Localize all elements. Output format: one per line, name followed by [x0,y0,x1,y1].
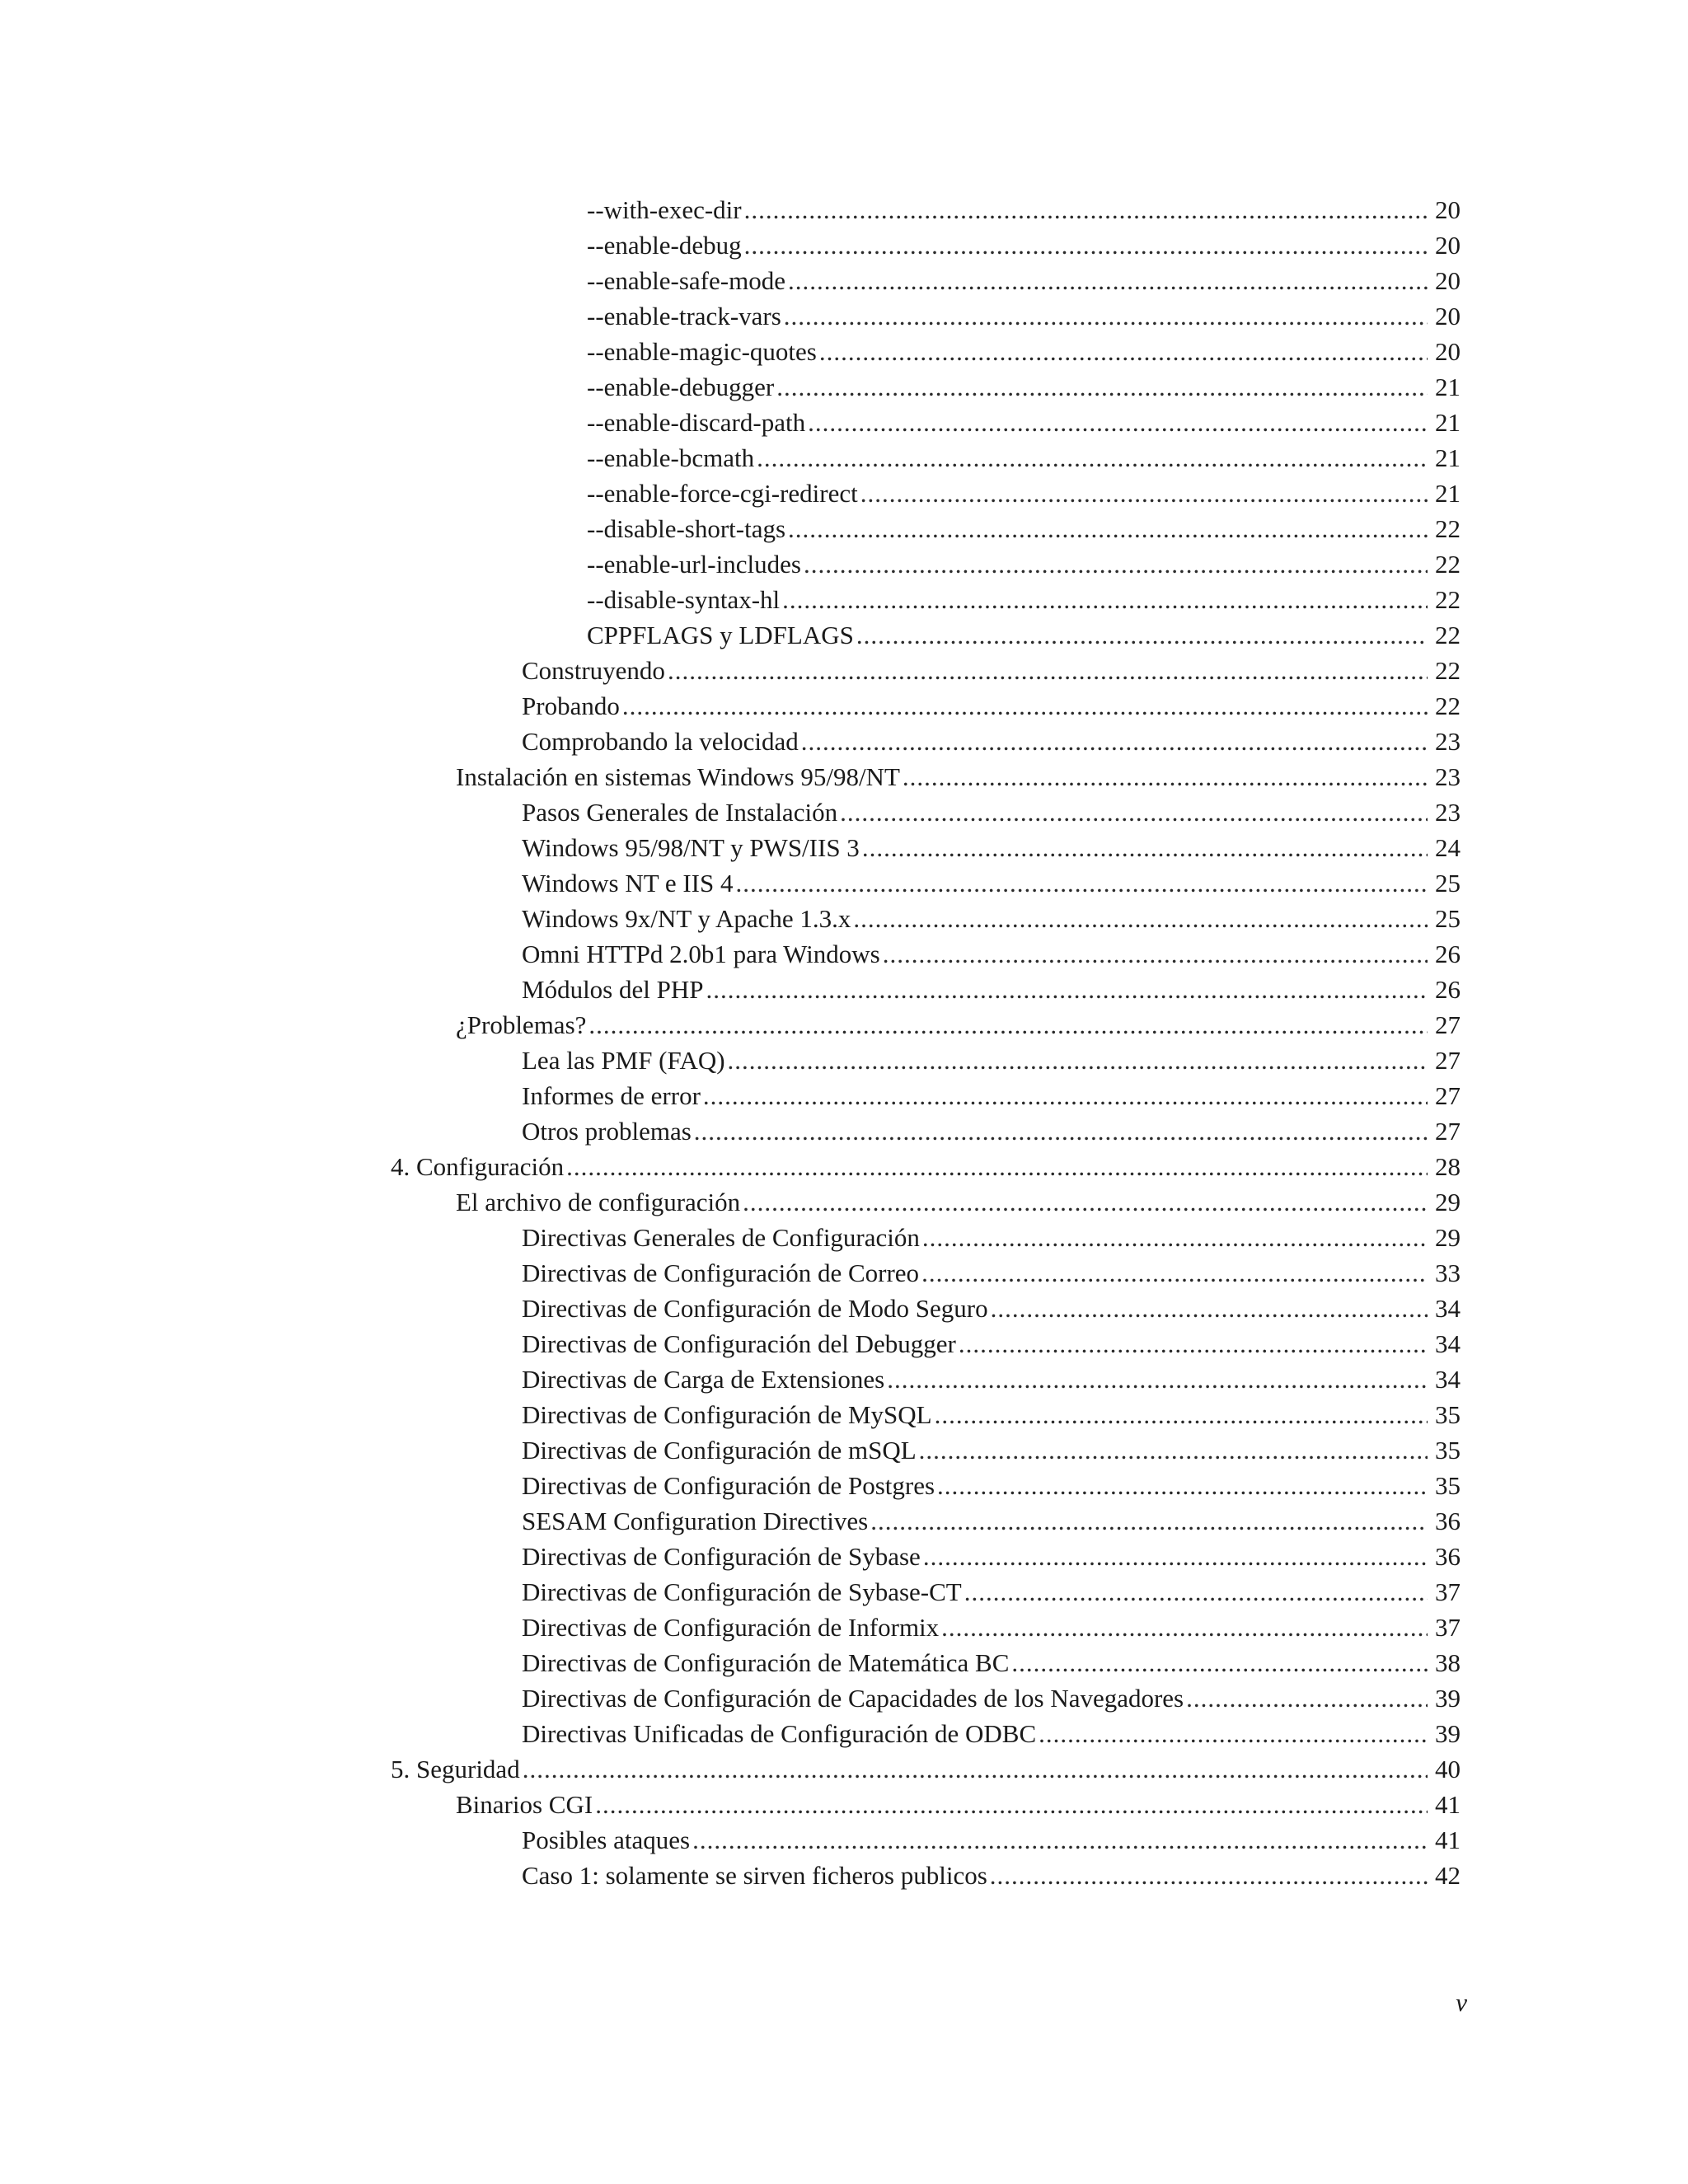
toc-entry-title: Directivas de Configuración de Matemática BC [522,1648,1010,1677]
toc-entry[interactable] [0,298,1688,334]
toc-entry-title: --enable-debug [587,231,742,260]
toc-entry-title: Comprobando la velocidad [522,727,799,756]
toc-entry[interactable] [0,369,1688,405]
dot-leader [744,227,1428,263]
toc-entry-page-number: 29 [1435,1188,1461,1216]
toc-entry[interactable] [0,865,1688,901]
dot-leader [804,546,1428,582]
toc-entry-title: ¿Problemas? [456,1010,587,1039]
toc-entry-page-number: 37 [1435,1613,1461,1642]
toc-entry-page-number: 42 [1435,1861,1461,1890]
toc-entry-page-number: 26 [1435,975,1461,1004]
toc-entry[interactable] [0,1113,1688,1149]
toc-entry-page-number: 22 [1435,621,1461,649]
dot-leader [788,263,1428,298]
toc-entry-title: Directivas de Carga de Extensiones [522,1365,885,1394]
toc-entry[interactable] [0,1361,1688,1397]
toc-entry-title: Windows 9x/NT y Apache 1.3.x [522,904,851,933]
dot-leader [862,830,1428,865]
dot-leader [887,1361,1428,1397]
toc-entry-page-number: 22 [1435,691,1461,720]
toc-entry-page-number: 34 [1435,1294,1461,1323]
toc-entry[interactable] [0,1716,1688,1751]
toc-entry[interactable] [0,1539,1688,1574]
dot-leader [703,1078,1428,1113]
toc-entry-title: Directivas Unificadas de Configuración de ODBC [522,1719,1037,1748]
toc-entry-page-number: 20 [1435,195,1461,224]
dot-leader [1039,1716,1428,1751]
toc-entry[interactable] [0,440,1688,476]
toc-entry-title: Windows 95/98/NT y PWS/IIS 3 [522,833,860,862]
toc-entry[interactable] [0,1503,1688,1539]
toc-entry[interactable] [0,1255,1688,1291]
toc-entry-page-number: 21 [1435,479,1461,508]
toc-entry[interactable] [0,936,1688,972]
toc-entry[interactable] [0,688,1688,724]
dot-leader [922,1220,1428,1255]
toc-entry-page-number: 23 [1435,727,1461,756]
toc-entry[interactable] [0,1432,1688,1468]
toc-entry-page-number: 39 [1435,1719,1461,1748]
dot-leader [622,688,1428,724]
toc-entry[interactable] [0,1787,1688,1822]
toc-entry-page-number: 23 [1435,798,1461,827]
dot-leader [856,617,1428,653]
toc-entry-title: --enable-magic-quotes [587,337,817,366]
toc-entry[interactable] [0,1043,1688,1078]
dot-leader [923,1539,1428,1574]
toc-entry-title: Windows NT e IIS 4 [522,869,734,898]
toc-entry-page-number: 38 [1435,1648,1461,1677]
dot-leader [935,1397,1428,1432]
toc-entry-title: Omni HTTPd 2.0b1 para Windows [522,940,880,968]
toc-entry[interactable] [0,653,1688,688]
toc-entry-page-number: 35 [1435,1436,1461,1465]
toc-entry[interactable] [0,1007,1688,1043]
toc-entry-title: Directivas de Configuración del Debugger [522,1329,956,1358]
toc-entry-page-number: 20 [1435,302,1461,330]
toc-entry-page-number: 22 [1435,656,1461,685]
dot-leader [870,1503,1428,1539]
toc-entry[interactable] [0,724,1688,759]
toc-entry-title: --enable-debugger [587,373,775,401]
toc-entry-title: El archivo de configuración [456,1188,741,1216]
dot-leader [937,1468,1428,1503]
toc-entry[interactable] [0,830,1688,865]
toc-entry-title: 4. Configuración [391,1152,565,1181]
toc-entry-page-number: 27 [1435,1117,1461,1146]
toc-entry[interactable] [0,1078,1688,1113]
dot-leader [784,298,1428,334]
dot-leader [782,582,1428,617]
dot-leader [801,724,1428,759]
dot-leader [941,1610,1428,1645]
toc-entry-title: Lea las PMF (FAQ) [522,1046,725,1075]
toc-entry-page-number: 27 [1435,1081,1461,1110]
dot-leader [728,1043,1428,1078]
toc-entry-page-number: 20 [1435,231,1461,260]
toc-entry-title: Directivas de Configuración de mSQL [522,1436,917,1465]
toc-entry-title: --enable-url-includes [587,550,801,579]
toc-entry-title: --disable-short-tags [587,514,786,543]
toc-entry-page-number: 33 [1435,1258,1461,1287]
toc-entry-page-number: 20 [1435,337,1461,366]
toc-entry-title: Directivas de Configuración de Correo [522,1258,920,1287]
toc-entry-page-number: 29 [1435,1223,1461,1252]
toc-entry[interactable] [0,334,1688,369]
toc-entry[interactable] [0,582,1688,617]
dot-leader [919,1432,1428,1468]
toc-entry-page-number: 41 [1435,1790,1461,1819]
dot-leader [776,369,1428,405]
dot-leader [668,653,1428,688]
toc-entry-title: Caso 1: solamente se sirven ficheros publicos [522,1861,987,1890]
toc-entry-title: Directivas de Configuración de Postgres [522,1471,935,1500]
dot-leader [921,1255,1428,1291]
toc-entry[interactable] [0,476,1688,511]
toc-entry-title: Construyendo [522,656,665,685]
toc-entry-page-number: 39 [1435,1684,1461,1713]
toc-entry[interactable] [0,617,1688,653]
toc-entry[interactable] [0,1645,1688,1680]
toc-entry-title: Directivas de Configuración de Informix [522,1613,940,1642]
toc-entry[interactable] [0,1822,1688,1858]
toc-entry-page-number: 34 [1435,1365,1461,1394]
toc-entry-page-number: 25 [1435,869,1461,898]
toc-entry-title: Directivas de Configuración de MySQL [522,1400,932,1429]
toc-entry[interactable] [0,405,1688,440]
toc-entry-page-number: 24 [1435,833,1461,862]
toc-entry-page-number: 26 [1435,940,1461,968]
toc-entry-page-number: 21 [1435,373,1461,401]
toc-entry-title: Pasos Generales de Instalación [522,798,838,827]
dot-leader [853,901,1428,936]
toc-entry[interactable] [0,546,1688,582]
toc-entry-page-number: 20 [1435,266,1461,295]
toc-entry-title: --enable-track-vars [587,302,781,330]
toc-entry-title: --enable-safe-mode [587,266,785,295]
toc-entry-page-number: 35 [1435,1400,1461,1429]
toc-entry-page-number: 22 [1435,514,1461,543]
toc-entry-page-number: 21 [1435,443,1461,472]
dot-leader [964,1574,1428,1610]
toc-entry-page-number: 22 [1435,585,1461,614]
dot-leader [566,1149,1428,1184]
toc-entry-title: Binarios CGI [456,1790,593,1819]
toc-entry-title: Directivas de Configuración de Capacidades de los Navegadores [522,1684,1184,1713]
toc-entry-title: Probando [522,691,620,720]
toc-entry[interactable] [0,1220,1688,1255]
page-number: v [1456,1988,1467,2017]
dot-leader [990,1858,1428,1893]
dot-leader [959,1326,1428,1361]
toc-entry[interactable] [0,1291,1688,1326]
toc-entry-title: Directivas Generales de Configuración [522,1223,920,1252]
toc-entry-title: Directivas de Configuración de Sybase [522,1542,921,1571]
dot-leader [757,440,1428,476]
toc-entry[interactable] [0,227,1688,263]
toc-entry-title: 5. Seguridad [391,1755,520,1783]
toc-entry-title: CPPFLAGS y LDFLAGS [587,621,854,649]
toc-entry[interactable] [0,1610,1688,1645]
toc-entry-page-number: 21 [1435,408,1461,437]
toc-entry[interactable] [0,1680,1688,1716]
dot-leader [744,192,1428,227]
dot-leader [1011,1645,1428,1680]
dot-leader [692,1822,1428,1858]
toc-entry-title: Directivas de Configuración de Modo Seguro [522,1294,988,1323]
dot-leader [743,1184,1428,1220]
toc-entry-title: Otros problemas [522,1117,692,1146]
toc-entry[interactable] [0,192,1688,227]
dot-leader [991,1291,1428,1326]
toc-entry-page-number: 35 [1435,1471,1461,1500]
toc-entry[interactable] [0,1149,1688,1184]
dot-leader [883,936,1428,972]
toc-entry[interactable] [0,1397,1688,1432]
toc-entry[interactable] [0,759,1688,794]
toc-entry-title: Módulos del PHP [522,975,704,1004]
toc-entry-page-number: 28 [1435,1152,1461,1181]
toc-entry[interactable] [0,1326,1688,1361]
dot-leader [903,759,1428,794]
toc-entry-title: --enable-discard-path [587,408,806,437]
toc-entry-page-number: 41 [1435,1825,1461,1854]
dot-leader [1186,1680,1428,1716]
dot-leader [706,972,1428,1007]
dot-leader [588,1007,1428,1043]
toc-entry[interactable] [0,511,1688,546]
toc-entry[interactable] [0,1751,1688,1787]
toc-entry[interactable] [0,1574,1688,1610]
toc-entry[interactable] [0,901,1688,936]
toc-entry-title: Directivas de Configuración de Sybase-CT [522,1577,962,1606]
dot-leader [523,1751,1428,1787]
dot-leader [860,476,1428,511]
toc-entry[interactable] [0,1858,1688,1893]
toc-entry-page-number: 40 [1435,1755,1461,1783]
toc-entry[interactable] [0,263,1688,298]
toc-entry-page-number: 25 [1435,904,1461,933]
toc-entry-title: Posibles ataques [522,1825,691,1854]
dot-leader [788,511,1428,546]
toc-entry-page-number: 23 [1435,762,1461,791]
dot-leader [736,865,1428,901]
toc-entry-page-number: 36 [1435,1507,1461,1535]
toc-entry-page-number: 27 [1435,1046,1461,1075]
toc-entry-page-number: 27 [1435,1010,1461,1039]
toc-entry-title: Informes de error [522,1081,701,1110]
toc-entry-title: SESAM Configuration Directives [522,1507,869,1535]
toc-entry-page-number: 34 [1435,1329,1461,1358]
toc-entry-title: --enable-force-cgi-redirect [587,479,858,508]
toc-entry-title: --with-exec-dir [587,195,742,224]
toc-entry[interactable] [0,972,1688,1007]
toc-entry-page-number: 36 [1435,1542,1461,1571]
toc-entry-page-number: 37 [1435,1577,1461,1606]
toc-entry-title: Instalación en sistemas Windows 95/98/NT [456,762,900,791]
toc-entry[interactable] [0,1468,1688,1503]
table-of-contents [0,192,1688,1893]
dot-leader [819,334,1428,369]
toc-entry-title: --enable-bcmath [587,443,755,472]
dot-leader [694,1113,1428,1149]
dot-leader [595,1787,1428,1822]
toc-entry[interactable] [0,794,1688,830]
toc-entry[interactable] [0,1184,1688,1220]
dot-leader [808,405,1428,440]
toc-entry-title: --disable-syntax-hl [587,585,781,614]
toc-entry-page-number: 22 [1435,550,1461,579]
dot-leader [840,794,1428,830]
